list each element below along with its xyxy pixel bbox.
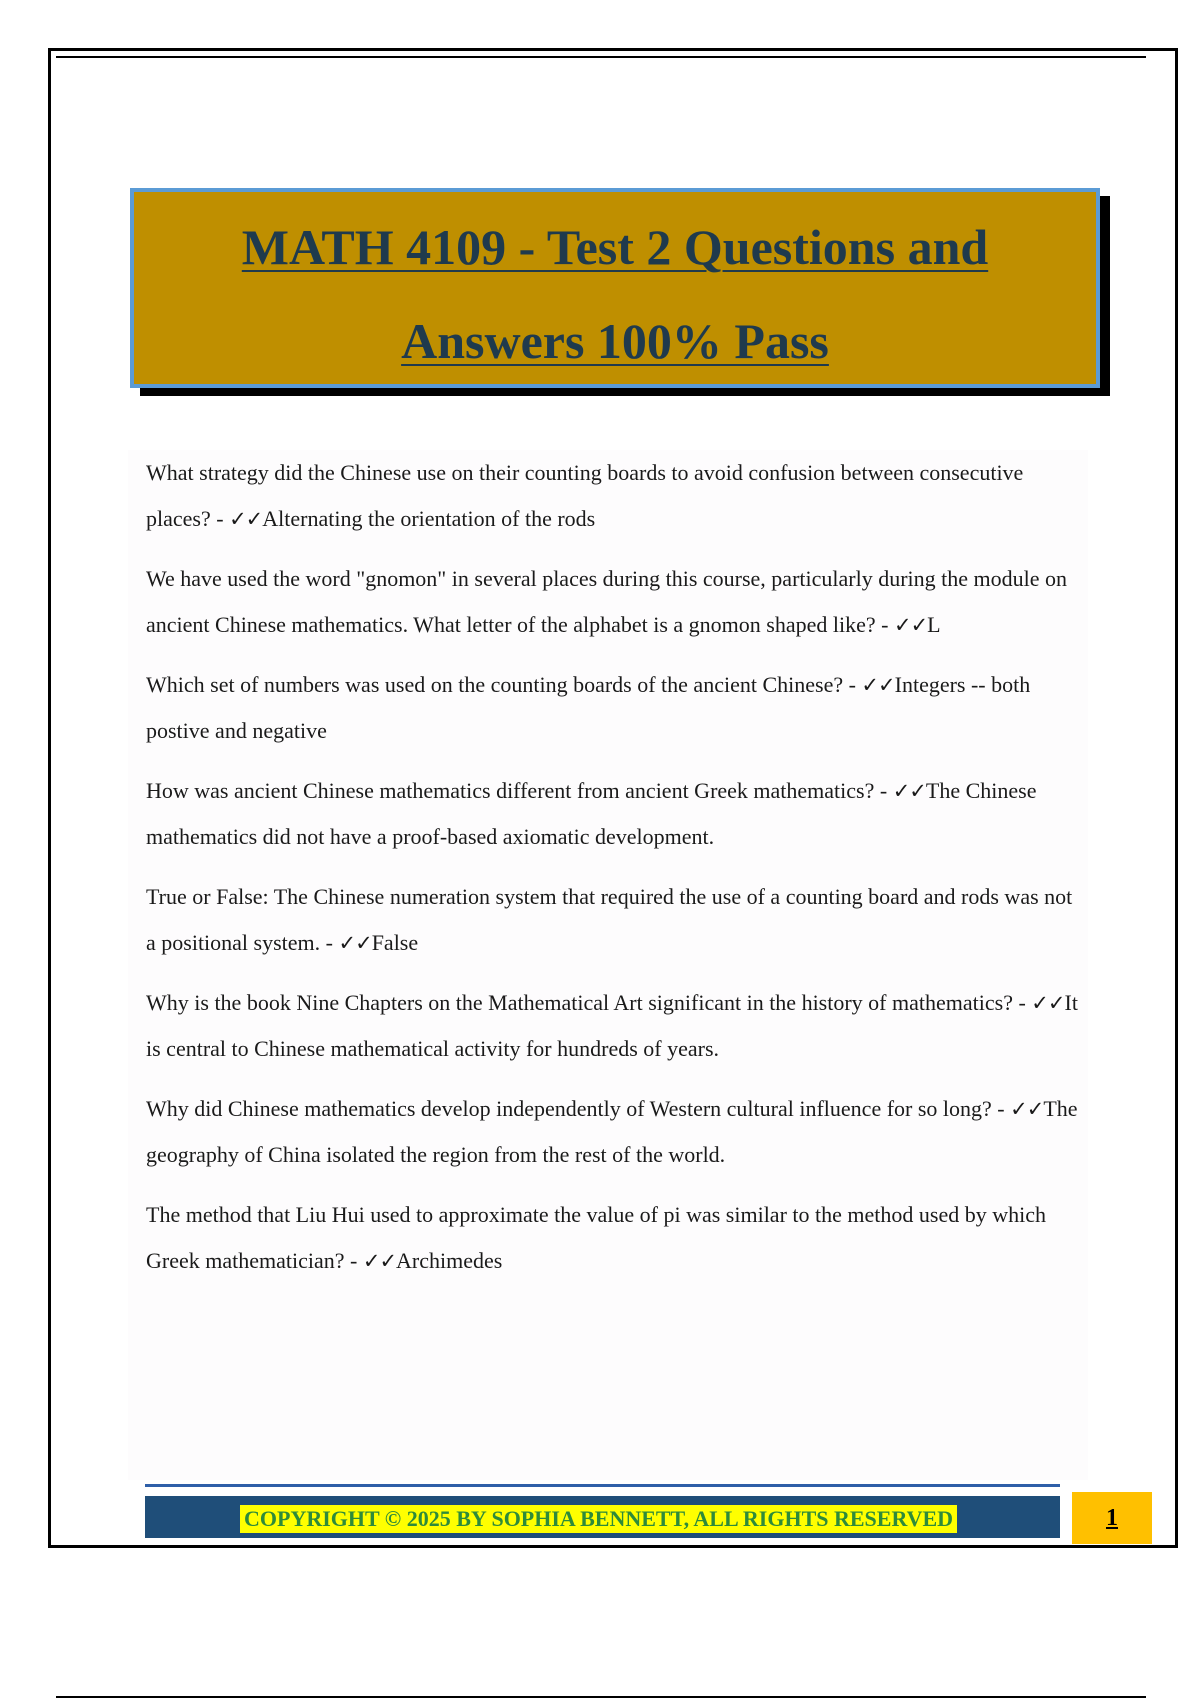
page-number-badge bbox=[1072, 1492, 1152, 1544]
title-line-2 bbox=[134, 294, 1096, 388]
qa-item bbox=[128, 980, 1088, 1072]
question-text: Why is the book Nine Chapters on the Mathematical Art significant in the history of mathematics? - bbox=[146, 990, 1026, 1015]
qa-item bbox=[128, 874, 1088, 966]
question-text: We have used the word "gnomon" in several places during this course, particularly during the module on ancient Chinese mathematics. What letter of the alphabet is a gnomon shaped like? - bbox=[146, 566, 1068, 637]
answer-text: L bbox=[927, 612, 941, 637]
qa-item bbox=[128, 1192, 1088, 1284]
qa-item bbox=[128, 1086, 1088, 1178]
question-text: What strategy did the Chinese use on their counting boards to avoid confusion between consecutive places? - bbox=[146, 460, 1024, 531]
double-check-icon: ✓✓ bbox=[229, 507, 263, 531]
question-text: The method that Liu Hui used to approximate the value of pi was similar to the method used by which Greek mathematician? - bbox=[146, 1202, 1046, 1273]
title-text-1: MATH 4109 - Test 2 Questions and bbox=[241, 219, 989, 275]
question-text: How was ancient Chinese mathematics different from ancient Greek mathematics? - bbox=[146, 778, 888, 803]
question-text: Which set of numbers was used on the counting boards of the ancient Chinese? - bbox=[146, 672, 856, 697]
qa-item bbox=[128, 768, 1088, 860]
answer-text: It is central to Chinese mathematical activity for hundreds of years. bbox=[146, 990, 1078, 1061]
question-text: True or False: The Chinese numeration system that required the use of a counting board and rods was not a positional system. - bbox=[146, 884, 1073, 955]
double-check-icon: ✓✓ bbox=[1010, 1097, 1044, 1121]
double-check-icon: ✓✓ bbox=[893, 613, 928, 637]
page-number: 1 bbox=[1106, 1505, 1118, 1531]
top-rule bbox=[56, 56, 1146, 58]
qa-item bbox=[128, 662, 1088, 754]
answer-text: False bbox=[371, 930, 419, 955]
answer-text: Integers -- both postive and negative bbox=[146, 672, 1031, 743]
copyright-notice: COPYRIGHT © 2025 BY SOPHIA BENNETT, ALL RIGHTS RESERVED bbox=[240, 1505, 957, 1533]
bottom-rule bbox=[56, 1696, 1146, 1698]
qa-item bbox=[128, 556, 1088, 648]
answer-text: The Chinese mathematics did not have a proof-based axiomatic development. bbox=[146, 778, 1037, 849]
answer-text: Alternating the orientation of the rods bbox=[262, 506, 596, 531]
double-check-icon: ✓✓ bbox=[338, 931, 372, 955]
double-check-icon: ✓✓ bbox=[861, 673, 895, 697]
double-check-icon: ✓✓ bbox=[362, 1249, 397, 1273]
qa-item bbox=[128, 450, 1088, 542]
footer-rule bbox=[145, 1484, 1060, 1487]
double-check-icon: ✓✓ bbox=[892, 779, 926, 803]
answer-text: The geography of China isolated the region from the rest of the world. bbox=[146, 1096, 1078, 1167]
answer-text: Archimedes bbox=[396, 1248, 503, 1273]
double-check-icon: ✓✓ bbox=[1031, 991, 1065, 1015]
title-banner bbox=[130, 188, 1100, 388]
qa-content bbox=[128, 450, 1088, 1480]
title-line-1 bbox=[134, 200, 1096, 294]
question-text: Why did Chinese mathematics develop independently of Western cultural influence for so long? - bbox=[146, 1096, 1005, 1121]
title-text-2: Answers 100% Pass bbox=[401, 313, 829, 369]
